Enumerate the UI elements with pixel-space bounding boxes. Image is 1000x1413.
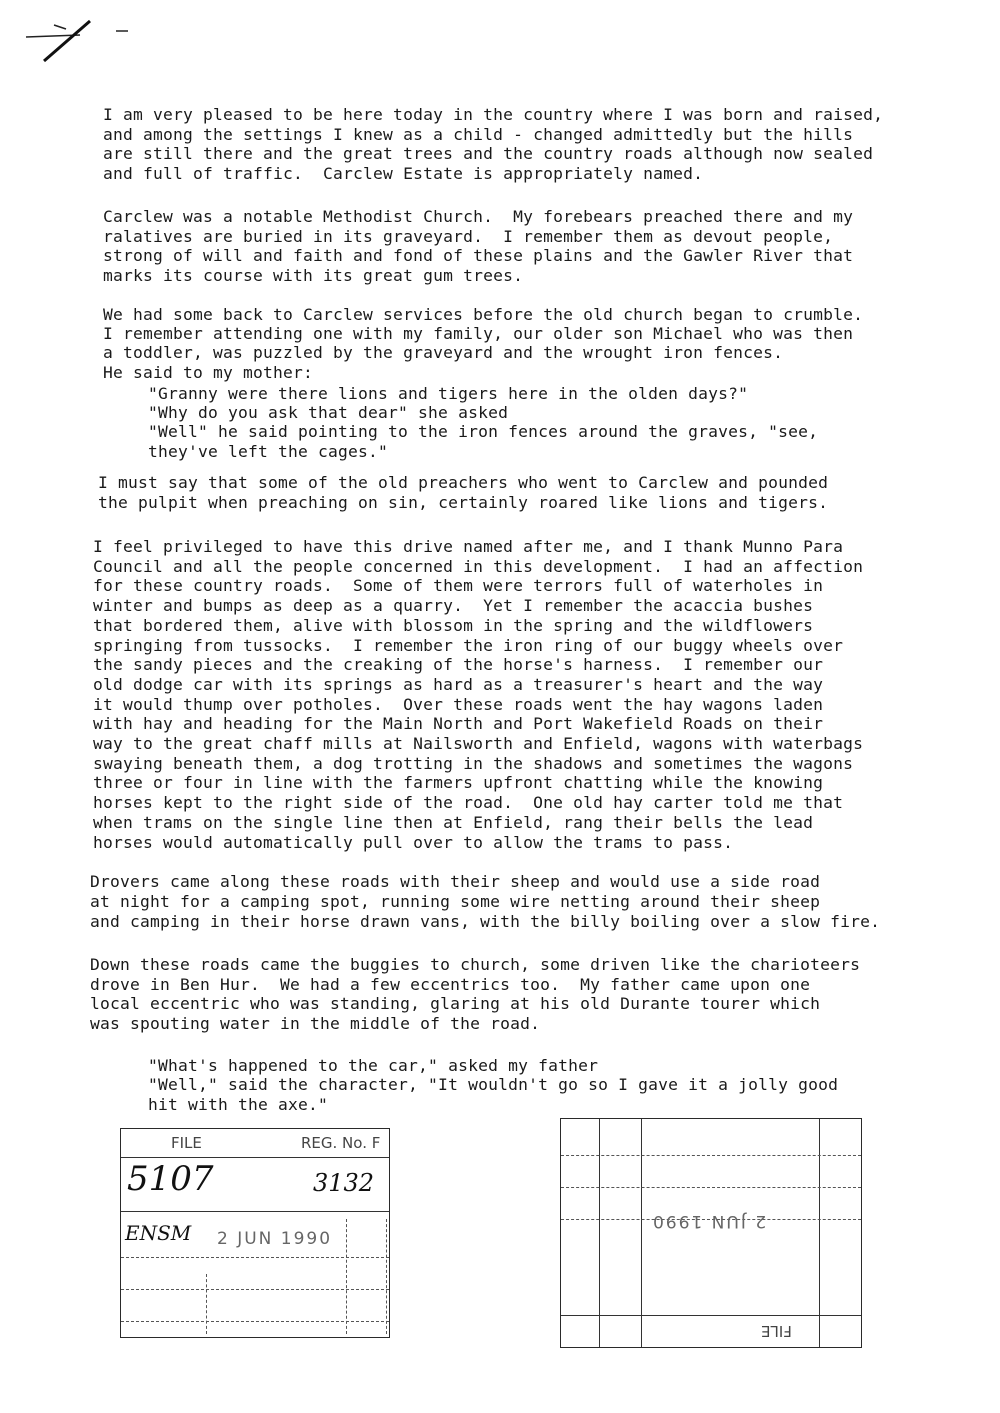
paragraph-8-line: local eccentric who was standing, glaring at his old Durante tourer which xyxy=(90,994,821,1014)
paragraph-9-line: "Well," said the character, "It wouldn't go so I gave it a jolly good xyxy=(148,1075,839,1095)
paragraph-6-line: horses would automatically pull over to allow the trams to pass. xyxy=(93,832,734,852)
paragraph-3-line: He said to my mother: xyxy=(103,362,314,382)
reg-label: REG. No. F xyxy=(301,1134,381,1152)
paragraph-5-line: I must say that some of the old preachers who went to Carclew and pounded xyxy=(98,473,829,492)
paragraph-1-line: and among the settings I knew as a child - changed admittedly but the hills xyxy=(103,124,854,144)
initials: ENSM xyxy=(125,1221,192,1245)
paragraph-1-line: and full of traffic. Carclew Estate is appropriately named. xyxy=(103,164,704,184)
inverted-date: 2 JUN 1990 xyxy=(651,1211,767,1231)
paragraph-6-line: when trams on the single line then at Enfield, rang their bells the lead xyxy=(93,812,814,832)
paragraph-7-line: Drovers came along these roads with their sheep and would use a side road xyxy=(90,872,821,891)
paragraph-6-line: it would thump over potholes. Over these roads went the hay wagons laden xyxy=(93,694,824,714)
inverted-file-label: FILE xyxy=(761,1322,792,1340)
paragraph-7-line: at night for a camping spot, running some wire netting around their sheep xyxy=(90,891,821,911)
paragraph-6-line: for these country roads. Some of them were terrors full of waterholes in xyxy=(93,576,824,596)
paragraph-4-line: "Well" he said pointing to the iron fences around the graves, "see, xyxy=(148,422,819,442)
paragraph-6-line: swaying beneath them, a dog trotting in the shadows and sometimes the wagons xyxy=(93,753,854,773)
paragraph-4-line: "Granny were there lions and tigers here in the olden days?" xyxy=(148,384,749,403)
paragraph-7-line: and camping in their horse drawn vans, with the billy boiling over a slow fire. xyxy=(90,911,881,931)
corner-pen-mark xyxy=(20,15,140,70)
paragraph-6-line: way to the great chaff mills at Nailsworth and Enfield, wagons with waterbags xyxy=(93,734,864,753)
paragraph-2-line: strong of will and faith and fond of these plains and the Gawler River that xyxy=(103,246,854,266)
paragraph-4-line: "Why do you ask that dear" she asked xyxy=(148,403,509,423)
paragraph-1-line: are still there and the great trees and the country roads although now sealed xyxy=(103,144,874,164)
paragraph-6-line: that bordered them, alive with blossom in the spring and the wildflowers xyxy=(93,615,814,635)
paragraph-9-line: "What's happened to the car," asked my father xyxy=(148,1056,599,1075)
paragraph-8-line: drove in Ben Hur. We had a few eccentrics too. My father came upon one xyxy=(90,974,811,994)
paragraph-3-line: a toddler, was puzzled by the graveyard and the wrought iron fences. xyxy=(103,343,784,363)
paragraph-4-line: they've left the cages." xyxy=(148,441,389,461)
inverted-registry-stamp xyxy=(560,1118,862,1348)
file-number: 5107 xyxy=(127,1159,214,1199)
paragraph-3-line: I remember attending one with my family, our older son Michael who was then xyxy=(103,324,854,344)
paragraph-6-line: three or four in line with the farmers upfront chatting while the knowing xyxy=(93,773,824,793)
reg-number: 3132 xyxy=(313,1169,375,1197)
paragraph-6-line: I feel privileged to have this drive named after me, and I thank Munno Para xyxy=(93,537,844,556)
paragraph-2-line: marks its course with its great gum trees. xyxy=(103,266,524,286)
paragraph-6-line: horses kept to the right side of the road. One old hay carter told me that xyxy=(93,793,844,813)
file-registry-stamp xyxy=(120,1128,390,1338)
paragraph-2-line: Carclew was a notable Methodist Church. My forebears preached there and my xyxy=(103,207,854,226)
paragraph-3-line: We had some back to Carclew services before the old church began to crumble. xyxy=(103,305,864,324)
paragraph-8-line: Down these roads came the buggies to church, some driven like the charioteers xyxy=(90,955,861,974)
paragraph-6-line: the sandy pieces and the creaking of the horse's harness. I remember our xyxy=(93,655,824,675)
file-label: FILE xyxy=(171,1134,202,1152)
paragraph-6-line: Council and all the people concerned in this development. I had an affection xyxy=(93,556,864,576)
paragraph-6-line: springing from tussocks. I remember the iron ring of our buggy wheels over xyxy=(93,635,844,655)
paragraph-9-line: hit with the axe." xyxy=(148,1094,329,1114)
paragraph-6-line: winter and bumps as deep as a quarry. Yet I remember the acaccia bushes xyxy=(93,596,814,616)
paragraph-5-line: the pulpit when preaching on sin, certainly roared like lions and tigers. xyxy=(98,492,829,512)
paragraph-6-line: old dodge car with its springs as hard as a treasurer's heart and the way xyxy=(93,674,824,694)
paragraph-6-line: with hay and heading for the Main North and Port Wakefield Roads on their xyxy=(93,714,824,734)
paragraph-1-line: I am very pleased to be here today in the country where I was born and raised, xyxy=(103,105,884,124)
paragraph-8-line: was spouting water in the middle of the road. xyxy=(90,1013,541,1033)
paragraph-2-line: ralatives are buried in its graveyard. I remember them as devout people, xyxy=(103,226,834,246)
received-date: 2 JUN 1990 xyxy=(217,1229,333,1249)
